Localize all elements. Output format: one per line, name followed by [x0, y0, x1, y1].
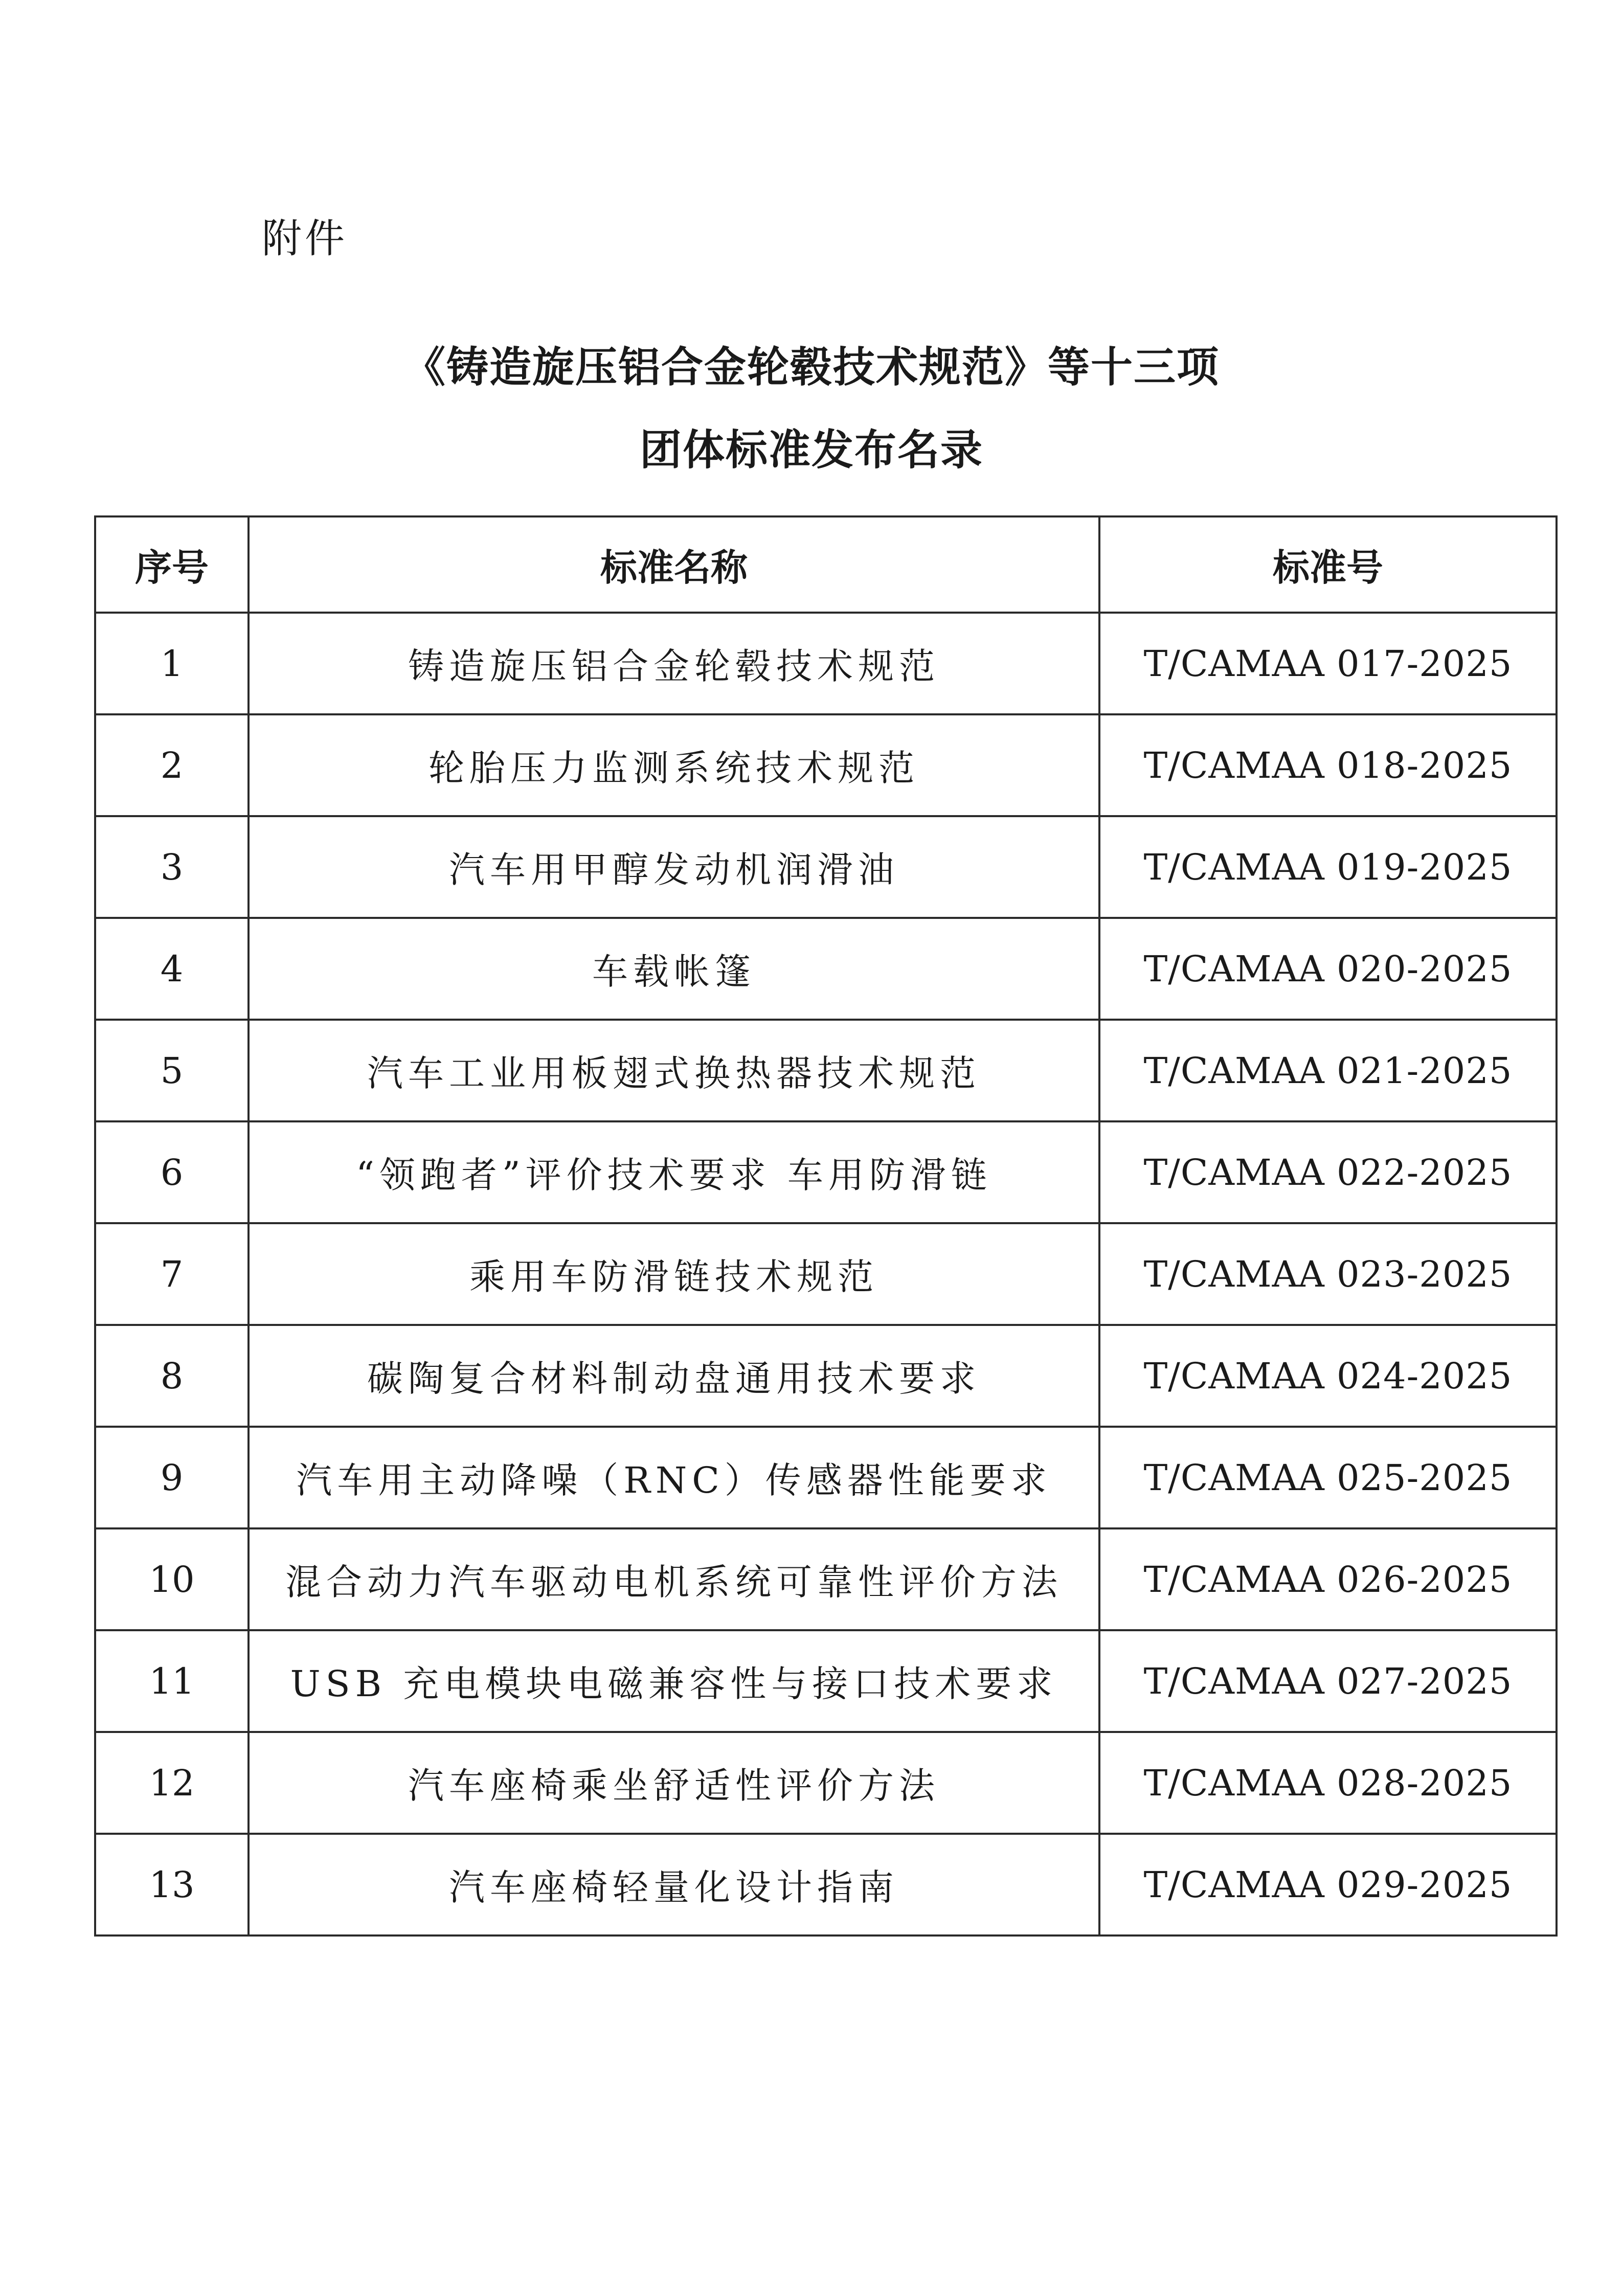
standard-number-cell: T/CAMAA 021-2025	[1099, 1020, 1557, 1121]
standard-name-cell: 汽车用主动降噪（RNC）传感器性能要求	[249, 1427, 1099, 1528]
standard-number-cell: T/CAMAA 022-2025	[1099, 1121, 1557, 1223]
serial-number-cell: 6	[95, 1121, 249, 1223]
document-title-line1: 《铸造旋压铝合金轮毂技术规范》等十三项	[403, 343, 1220, 392]
standard-number-cell: T/CAMAA 019-2025	[1099, 816, 1557, 918]
header-serial-number: 序号	[95, 516, 249, 613]
standard-number-cell: T/CAMAA 028-2025	[1099, 1732, 1557, 1834]
serial-number-cell: 3	[95, 816, 249, 918]
table-row	[95, 1325, 1557, 1427]
table-row	[95, 714, 1557, 816]
serial-number-cell: 9	[95, 1427, 249, 1528]
standard-name-cell: 乘用车防滑链技术规范	[249, 1223, 1099, 1325]
table-row	[95, 816, 1557, 918]
standard-name-cell: 铸造旋压铝合金轮毂技术规范	[249, 613, 1099, 714]
table-row	[95, 613, 1557, 714]
standard-number-cell: T/CAMAA 027-2025	[1099, 1630, 1557, 1732]
table-row	[95, 1834, 1557, 1935]
table-row	[95, 1630, 1557, 1732]
standard-number-cell: T/CAMAA 024-2025	[1099, 1325, 1557, 1427]
serial-number-cell: 11	[95, 1630, 249, 1732]
document-title-line2: 团体标准发布名录	[639, 426, 983, 475]
standard-number-cell: T/CAMAA 020-2025	[1099, 918, 1557, 1020]
standard-name-cell: 汽车工业用板翅式换热器技术规范	[249, 1020, 1099, 1121]
serial-number-cell: 7	[95, 1223, 249, 1325]
standard-name-cell: 混合动力汽车驱动电机系统可靠性评价方法	[249, 1528, 1099, 1630]
serial-number-cell: 8	[95, 1325, 249, 1427]
standard-name-cell: 汽车座椅轻量化设计指南	[249, 1834, 1099, 1935]
header-standard-number: 标准号	[1099, 516, 1557, 613]
serial-number-cell: 13	[95, 1834, 249, 1935]
table-row	[95, 1732, 1557, 1834]
standard-name-cell: 车载帐篷	[249, 918, 1099, 1020]
standard-name-cell: “领跑者”评价技术要求 车用防滑链	[249, 1121, 1099, 1223]
table-body	[95, 613, 1557, 1935]
serial-number-cell: 10	[95, 1528, 249, 1630]
standard-name-cell: 汽车座椅乘坐舒适性评价方法	[249, 1732, 1099, 1834]
standard-number-cell: T/CAMAA 025-2025	[1099, 1427, 1557, 1528]
table-row	[95, 1427, 1557, 1528]
serial-number-cell: 5	[95, 1020, 249, 1121]
serial-number-cell: 4	[95, 918, 249, 1020]
standard-number-cell: T/CAMAA 026-2025	[1099, 1528, 1557, 1630]
standard-name-cell: USB 充电模块电磁兼容性与接口技术要求	[249, 1630, 1099, 1732]
attachment-label: 附件	[262, 216, 348, 262]
standard-number-cell: T/CAMAA 018-2025	[1099, 714, 1557, 816]
header-standard-name: 标准名称	[249, 516, 1099, 613]
standard-number-cell: T/CAMAA 023-2025	[1099, 1223, 1557, 1325]
table-row	[95, 1121, 1557, 1223]
standard-name-cell: 汽车用甲醇发动机润滑油	[249, 816, 1099, 918]
standard-name-cell: 轮胎压力监测系统技术规范	[249, 714, 1099, 816]
standard-number-cell: T/CAMAA 017-2025	[1099, 613, 1557, 714]
table-row	[95, 1020, 1557, 1121]
table-row	[95, 1528, 1557, 1630]
serial-number-cell: 2	[95, 714, 249, 816]
table-row	[95, 918, 1557, 1020]
table-row	[95, 1223, 1557, 1325]
table-header-row	[95, 516, 1557, 613]
serial-number-cell: 12	[95, 1732, 249, 1834]
serial-number-cell: 1	[95, 613, 249, 714]
standards-table	[94, 515, 1558, 1937]
standard-number-cell: T/CAMAA 029-2025	[1099, 1834, 1557, 1935]
standard-name-cell: 碳陶复合材料制动盘通用技术要求	[249, 1325, 1099, 1427]
